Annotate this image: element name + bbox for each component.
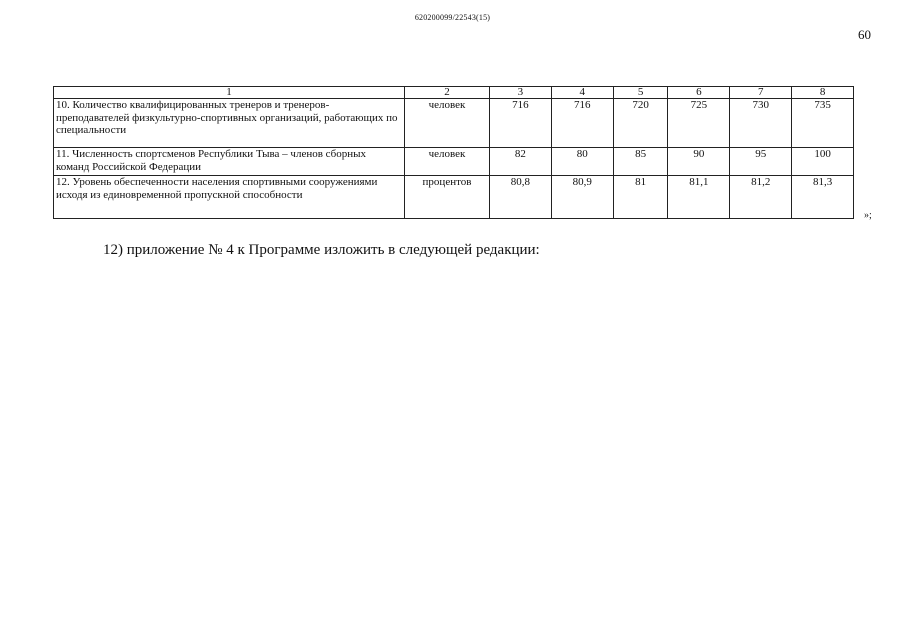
value-cell: 82 [490, 148, 552, 176]
value-cell: 80 [551, 148, 613, 176]
header-cell: 7 [730, 87, 792, 99]
value-cell: 81,2 [730, 176, 792, 219]
unit-cell: человек [405, 99, 490, 148]
header-cell: 5 [613, 87, 668, 99]
value-cell: 725 [668, 99, 730, 148]
header-cell: 6 [668, 87, 730, 99]
value-cell: 90 [668, 148, 730, 176]
amendment-instruction: 12) приложение № 4 к Программе изложить в следующей редакции: [103, 242, 540, 258]
table-row [54, 176, 854, 219]
header-cell: 1 [54, 87, 405, 99]
page-number: 60 [858, 27, 871, 42]
value-cell: 81 [613, 176, 668, 219]
indicator-name-cell: 11. Численность спортсменов Республики Тыва – членов сборных команд Российской Федерации [54, 148, 405, 176]
document-id: 620200099/22543(15) [414, 13, 491, 22]
value-cell: 716 [490, 99, 552, 148]
value-cell: 735 [792, 99, 854, 148]
table-row [54, 99, 854, 148]
header-cell: 3 [490, 87, 552, 99]
closing-quote-mark: »; [864, 210, 872, 221]
value-cell: 100 [792, 148, 854, 176]
value-cell: 720 [613, 99, 668, 148]
value-cell: 730 [730, 99, 792, 148]
indicators-table [53, 86, 854, 219]
unit-cell: процентов [405, 176, 490, 219]
value-cell: 85 [613, 148, 668, 176]
indicator-name-cell: 10. Количество квалифицированных тренеров и тренеров-преподавателей физкультурно-спортивных организаций, работающих по специальности [54, 99, 405, 148]
table-header-row [54, 87, 854, 99]
value-cell: 81,1 [668, 176, 730, 219]
header-cell: 2 [405, 87, 490, 99]
header-cell: 8 [792, 87, 854, 99]
indicator-name-cell: 12. Уровень обеспеченности населения спортивными сооружениями исходя из единовременной пропускной способности [54, 176, 405, 219]
value-cell: 81,3 [792, 176, 854, 219]
header-cell: 4 [551, 87, 613, 99]
value-cell: 716 [551, 99, 613, 148]
value-cell: 80,9 [551, 176, 613, 219]
value-cell: 95 [730, 148, 792, 176]
value-cell: 80,8 [490, 176, 552, 219]
table-row [54, 148, 854, 176]
unit-cell: человек [405, 148, 490, 176]
